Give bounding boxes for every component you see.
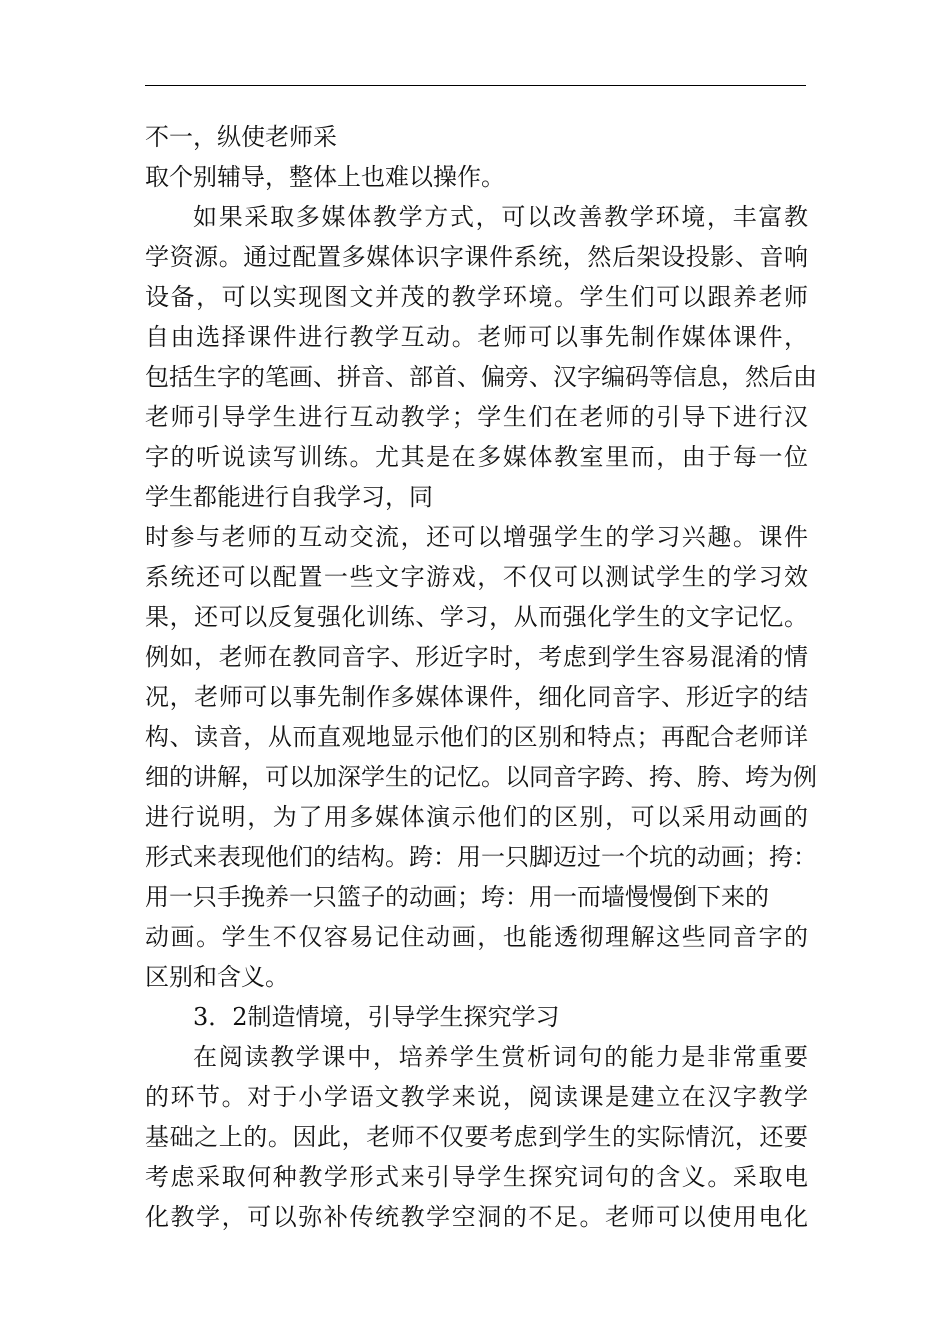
text-line: 自由选择课件进行教学互动。老师可以事先制作媒体课件， — [145, 323, 808, 351]
header-rule — [145, 85, 806, 86]
text-line: 形式来表现他们的结构。跨：用一只脚迈过一个坑的动画；挎： — [145, 843, 817, 871]
text-line: 况，老师可以事先制作多媒体课件，细化同音字、形近字的结 — [145, 683, 808, 711]
text-line: 细的讲解，可以加深学生的记忆。以同音字跨、挎、胯、垮为例 — [145, 763, 817, 791]
text-line: 不一，纵使老师采 — [145, 123, 337, 151]
text-line: 取个别辅导，整体上也难以操作。 — [145, 163, 505, 191]
text-line: 动画。学生不仅容易记住动画，也能透彻理解这些同音字的 — [145, 923, 808, 951]
text-line: 例如，老师在教同音字、形近字时，考虑到学生容易混淆的情 — [145, 643, 808, 671]
text-line: 系统还可以配置一些文字游戏，不仅可以测试学生的学习效 — [145, 563, 808, 591]
body-text — [145, 117, 817, 1237]
text-line: 学生都能进行自我学习，同 — [145, 483, 433, 511]
text-line: 进行说明，为了用多媒体演示他们的区别，可以采用动画的 — [145, 803, 808, 831]
text-line: 考虑采取何种教学形式来引导学生探究词句的含义。采取电 — [145, 1163, 808, 1191]
text-line: 用一只手挽养一只篮子的动画；垮：用一而墙慢慢倒下来的 — [145, 883, 769, 911]
text-line: 果，还可以反复强化训练、学习，从而强化学生的文字记忆。 — [145, 603, 808, 631]
text-line: 学资源。通过配置多媒体识字课件系统，然后架设投影、音响 — [145, 243, 808, 271]
paragraph-start-line: 如果采取多媒体教学方式，可以改善教学环境，丰富教 — [193, 203, 808, 231]
text-line: 化教学，可以弥补传统教学空洞的不足。老师可以使用电化 — [145, 1203, 808, 1231]
text-line: 字的听说读写训练。尤其是在多媒体教室里而，由于每一位 — [145, 443, 808, 471]
text-line: 时参与老师的互动交流，还可以增强学生的学习兴趣。课件 — [145, 523, 808, 551]
text-line: 老师引导学生进行互动教学；学生们在老师的引导下进行汉 — [145, 403, 808, 431]
text-line: 基础之上的。因此，老师不仅要考虑到学生的实际情沉，还要 — [145, 1123, 808, 1151]
text-line: 包括生字的笔画、拼音、部首、偏旁、汉字编码等信息，然后由 — [145, 363, 817, 391]
paragraph-start-line: 在阅读教学课中，培养学生赏析词句的能力是非常重要 — [193, 1043, 808, 1071]
text-line: 的环节。对于小学语文教学来说，阅读课是建立在汉字教学 — [145, 1083, 808, 1111]
text-line: 构、读音，从而直观地显示他们的区别和特点；再配合老师详 — [145, 723, 808, 751]
section-heading: 3．2制造情境，引导学生探究学习 — [193, 1003, 560, 1031]
text-line: 设备，可以实现图文并茂的教学环境。学生们可以跟养老师 — [145, 283, 808, 311]
text-line: 区别和含义。 — [145, 963, 289, 991]
